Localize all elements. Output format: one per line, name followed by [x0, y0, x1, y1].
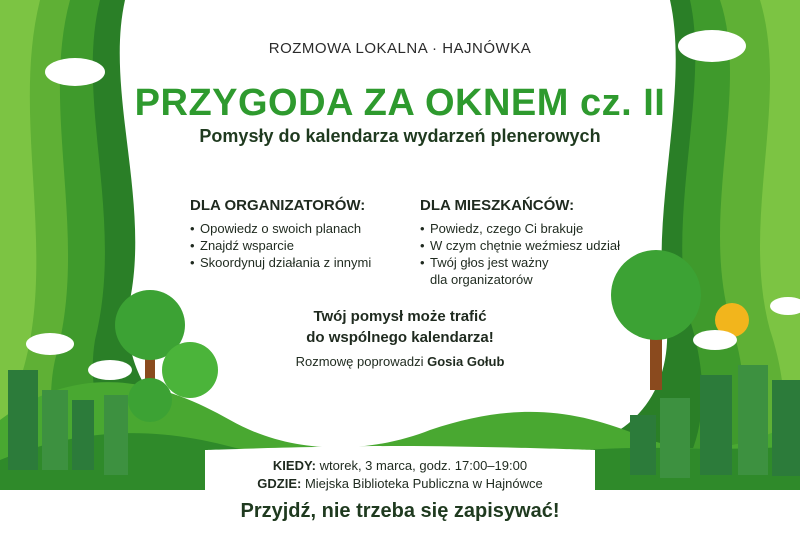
list-item: • Znajdź wsparcie — [190, 237, 400, 254]
residents-list — [420, 220, 650, 271]
event-kicker: ROZMOWA LOKALNA · HAJNÓWKA — [268, 40, 532, 57]
list-item: • W czym chętnie weźmiesz udział — [420, 237, 650, 254]
host-prefix: Rozmowę poprowadzi — [295, 354, 424, 369]
host-line — [0, 354, 800, 369]
organizers-list — [190, 220, 400, 271]
residents-section — [420, 197, 650, 288]
where-label: GDZIE: — [257, 476, 302, 491]
event-subtitle: Pomysły do kalendarza wydarzeń plenerowych — [199, 126, 601, 146]
organizers-section — [190, 197, 400, 271]
when-label: KIEDY: — [272, 458, 317, 473]
when-row — [0, 457, 800, 475]
when-value: wtorek, 3 marca, godz. 17:00–19:00 — [319, 458, 528, 473]
organizers-heading: DLA ORGANIZATORÓW: — [190, 197, 366, 214]
idea-line-2: do wspólnego kalendarza! — [306, 329, 494, 346]
where-value: Miejska Biblioteka Publiczna w Hajnówce — [304, 476, 543, 491]
list-item: • Opowiedz o swoich planach — [190, 220, 400, 237]
idea-line-1: Twój pomysł może trafić — [313, 308, 487, 325]
list-item: • Skoordynuj działania z innymi — [190, 254, 400, 271]
list-item-continuation: dla organizatorów — [430, 272, 533, 287]
call-to-action: Przyjdź, nie trzeba się zapisywać! — [240, 500, 560, 522]
where-row — [0, 475, 800, 493]
event-title: PRZYGODA ZA OKNEM cz. II — [134, 82, 666, 124]
residents-heading: DLA MIESZKAŃCÓW: — [420, 197, 575, 214]
host-name: Gosia Gołub — [427, 354, 505, 369]
list-item: • Powiedz, czego Ci brakuje — [420, 220, 650, 237]
event-details — [0, 457, 800, 493]
idea-callout — [0, 306, 800, 348]
list-item: • Twój głos jest ważny — [420, 254, 650, 271]
